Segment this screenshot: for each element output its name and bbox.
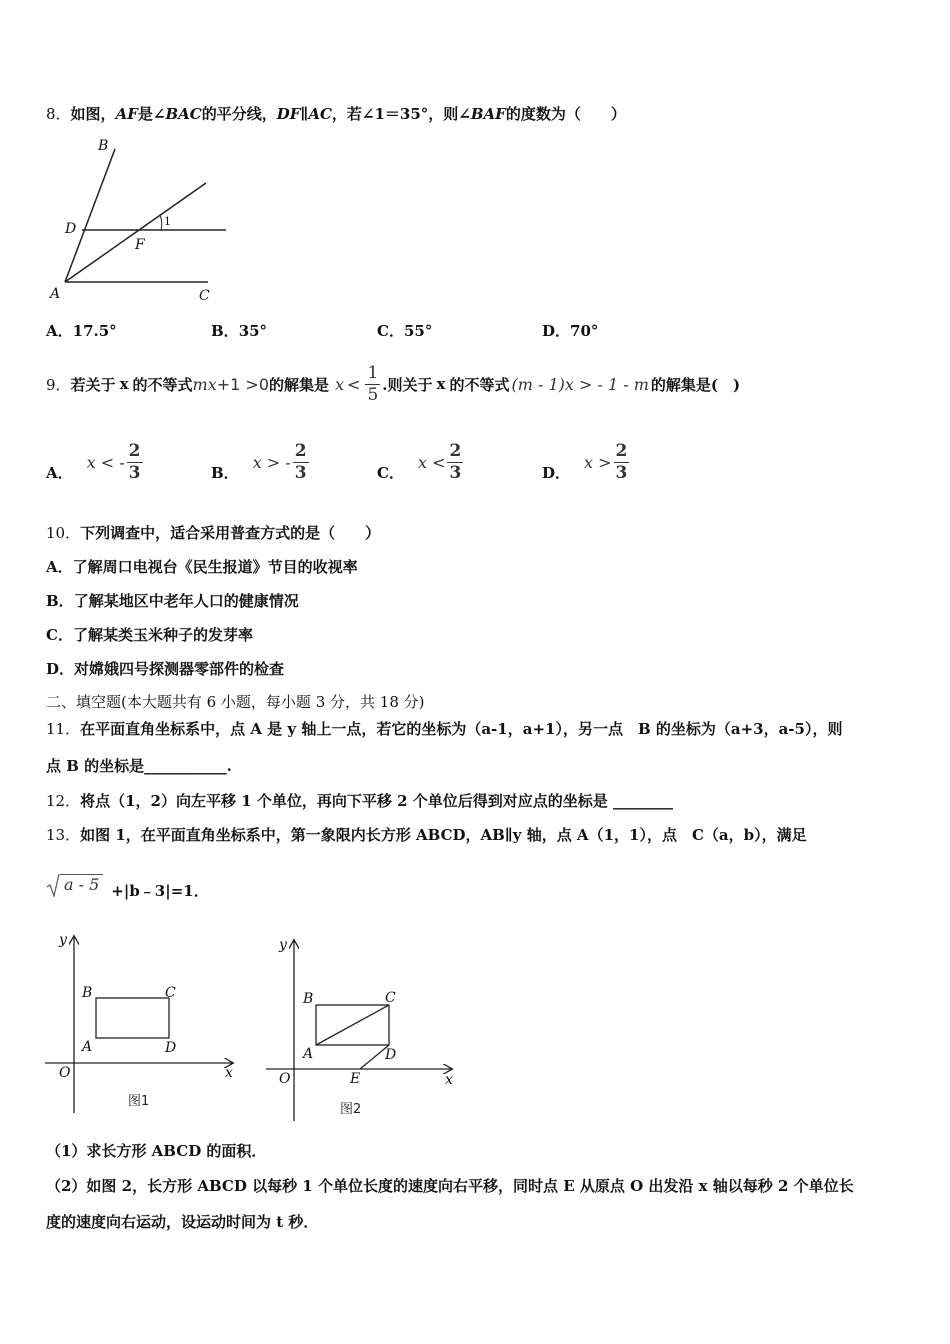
ray-af xyxy=(65,183,206,282)
q8-option-a[interactable] xyxy=(46,320,117,341)
q8-option-b[interactable] xyxy=(211,320,267,341)
question-number: 10． xyxy=(46,524,81,542)
q9-x: x xyxy=(436,375,446,393)
fraction-denominator: 3 xyxy=(615,462,628,483)
q8-text: 如图， xyxy=(70,105,116,123)
q8-af: AF xyxy=(115,105,138,123)
fraction-denominator: 3 xyxy=(449,462,462,483)
angle-1-arc xyxy=(160,215,162,230)
label-b: B xyxy=(303,991,314,1007)
option-lhs: x < - xyxy=(86,452,125,472)
label-y: y xyxy=(279,937,287,953)
option-fraction xyxy=(127,440,143,483)
q13-text: 如图 1，在平面直角坐标系中，第一象限内长方形 ABCD，AB∥y 轴，点 A（1，1），点 C（a，b），满足 xyxy=(80,826,807,844)
fraction-numerator: 1 xyxy=(367,362,379,383)
q10-option-b[interactable] xyxy=(46,590,299,611)
fraction-numerator: 2 xyxy=(615,440,628,461)
sqrt-expression: a - 5 xyxy=(60,874,103,894)
q11-text: 在平面直角坐标系中，点 A 是 y 轴上一点，若它的坐标为（a-1，a+1），另一点 B 的坐标为（a+3，a-5），则 xyxy=(80,720,843,738)
option-letter: C． xyxy=(46,626,73,644)
question-9-stem xyxy=(46,356,740,412)
figure-caption: 图2 xyxy=(340,1102,362,1117)
q9-option-b[interactable] xyxy=(211,436,311,488)
label-d: D xyxy=(385,1047,397,1063)
option-value: 70° xyxy=(570,322,599,340)
q10-option-d[interactable] xyxy=(46,658,284,679)
option-lhs: x > - xyxy=(252,452,291,472)
q8-bac: BAC xyxy=(165,105,202,123)
q9-text: 的解集是( ) xyxy=(650,375,741,394)
q10-stem-text: 下列调查中，适合采用普查方式的是（ ） xyxy=(80,524,381,542)
option-letter: A． xyxy=(46,463,73,482)
sqrt-icon xyxy=(46,872,60,898)
label-d: D xyxy=(165,1040,177,1056)
label-b: B xyxy=(82,985,93,1001)
q9-text: .则关于 xyxy=(382,375,433,394)
question-11-line2: 点 B 的坐标是___________. xyxy=(46,757,232,775)
q8-text: 的度数为（ ） xyxy=(505,105,626,123)
option-value: 17.5° xyxy=(72,322,117,340)
q8-baf: BAF xyxy=(470,105,506,123)
label-c: C xyxy=(165,985,176,1001)
q8-text: 是∠ xyxy=(137,105,166,123)
q9-sol-fraction xyxy=(365,362,380,405)
q9-sol-x: x xyxy=(335,374,345,394)
q9-x: x xyxy=(119,375,129,393)
option-text: 了解某类玉米种子的发芽率 xyxy=(72,626,253,644)
label-c: C xyxy=(385,990,396,1006)
question-10-stem xyxy=(46,522,380,543)
label-e: E xyxy=(350,1071,361,1087)
q8-text: 的平分线， xyxy=(201,105,277,123)
option-letter: D． xyxy=(46,660,75,678)
figure-caption: 图1 xyxy=(128,1094,150,1109)
label-x: x xyxy=(445,1072,453,1088)
fraction-denominator: 3 xyxy=(128,462,141,483)
fraction-denominator: 3 xyxy=(294,462,307,483)
label-a: A xyxy=(303,1046,314,1062)
option-text: 了解周口电视台《民生报道》节目的收视率 xyxy=(72,558,358,576)
label-x: x xyxy=(225,1065,233,1081)
option-value: 35° xyxy=(238,322,268,340)
label-d: D xyxy=(65,221,77,237)
question-number: 12． xyxy=(46,792,81,810)
question-11-line1 xyxy=(46,718,842,739)
question-number: 8． xyxy=(46,105,71,123)
q8-dfac: DF∥AC xyxy=(276,105,332,123)
option-letter: C． xyxy=(377,322,404,340)
q8-text: ，若∠1＝35°，则∠ xyxy=(331,105,471,123)
question-8-stem xyxy=(46,103,626,124)
q10-option-a[interactable] xyxy=(46,556,358,577)
fraction-numerator: 2 xyxy=(294,440,307,461)
diagonal-ac xyxy=(316,1005,389,1045)
ray-ab xyxy=(65,149,115,282)
label-f: F xyxy=(135,237,145,253)
q12-text: 将点（1，2）向左平移 1 个单位，再向下平移 2 个单位后得到对应点的坐标是 ________ xyxy=(80,792,673,810)
option-lhs: x > xyxy=(584,452,612,472)
label-c: C xyxy=(199,288,210,304)
option-letter: B． xyxy=(211,322,239,340)
option-fraction xyxy=(293,440,309,483)
q9-text: 的不等式 xyxy=(132,375,193,394)
label-b: B xyxy=(98,138,109,154)
option-letter: B． xyxy=(211,463,239,482)
label-1: 1 xyxy=(164,215,171,228)
fraction-numerator: 2 xyxy=(128,440,141,461)
rectangle-abcd xyxy=(96,998,169,1038)
q9-text: 若关于 xyxy=(70,375,116,394)
q8-option-d[interactable] xyxy=(542,320,598,341)
option-letter: A． xyxy=(46,322,73,340)
option-text: 对嫦娥四号探测器零部件的检查 xyxy=(74,660,285,678)
option-fraction xyxy=(614,440,630,483)
label-a: A xyxy=(50,286,61,302)
option-letter: B． xyxy=(46,592,74,610)
option-letter: D． xyxy=(542,463,571,482)
label-o: O xyxy=(279,1071,291,1087)
q13-figure-2 xyxy=(263,935,463,1125)
q9-sol-op: < xyxy=(347,374,361,394)
q13-part-2-line1: （2）如图 2，长方形 ABCD 以每秒 1 个单位长度的速度向右平移，同时点 E 从原点 O 出发沿 x 轴以每秒 2 个单位长 xyxy=(46,1177,854,1195)
question-number: 11． xyxy=(46,720,81,738)
option-letter: D． xyxy=(542,322,571,340)
q9-ineq1-rest: +1 >0 xyxy=(216,374,269,394)
option-text: 了解某地区中老年人口的健康情况 xyxy=(73,592,299,610)
q9-option-a[interactable] xyxy=(46,436,145,488)
q13-part-2-line2: 度的速度向右运动，设运动时间为 t 秒． xyxy=(46,1213,319,1231)
q9-option-c[interactable] xyxy=(377,436,465,488)
q9-text: 的不等式 xyxy=(449,375,510,394)
label-y: y xyxy=(59,932,67,948)
option-letter: A． xyxy=(46,558,73,576)
option-letter: C． xyxy=(377,463,404,482)
option-value: 55° xyxy=(403,322,433,340)
q9-ineq1-mx: mx xyxy=(192,374,217,394)
question-13-line1 xyxy=(46,824,807,845)
fraction-numerator: 2 xyxy=(449,440,462,461)
question-12 xyxy=(46,790,673,811)
q13-condition-rest: +|b﹣3|=1． xyxy=(111,882,209,900)
q8-option-c[interactable] xyxy=(377,320,432,341)
q13-condition xyxy=(46,868,209,901)
q9-option-d[interactable] xyxy=(542,436,631,488)
section-heading: 二、填空题(本大题共有 6 小题，每小题 3 分，共 18 分) xyxy=(46,693,425,711)
label-o: O xyxy=(59,1065,71,1081)
q13-figure-1 xyxy=(40,925,245,1120)
q8-figure xyxy=(40,132,240,312)
q9-ineq2: (m - 1)x > - 1 - m xyxy=(511,374,649,394)
label-a: A xyxy=(82,1039,93,1055)
option-lhs: x < xyxy=(417,452,446,472)
option-fraction xyxy=(447,440,463,483)
q10-option-c[interactable] xyxy=(46,624,253,645)
fraction-denominator: 5 xyxy=(367,384,379,405)
q13-part-1: （1）求长方形 ABCD 的面积． xyxy=(46,1142,267,1160)
q9-text: 的解集是 xyxy=(269,375,330,394)
question-number: 13． xyxy=(46,826,81,844)
question-number: 9． xyxy=(46,375,71,394)
